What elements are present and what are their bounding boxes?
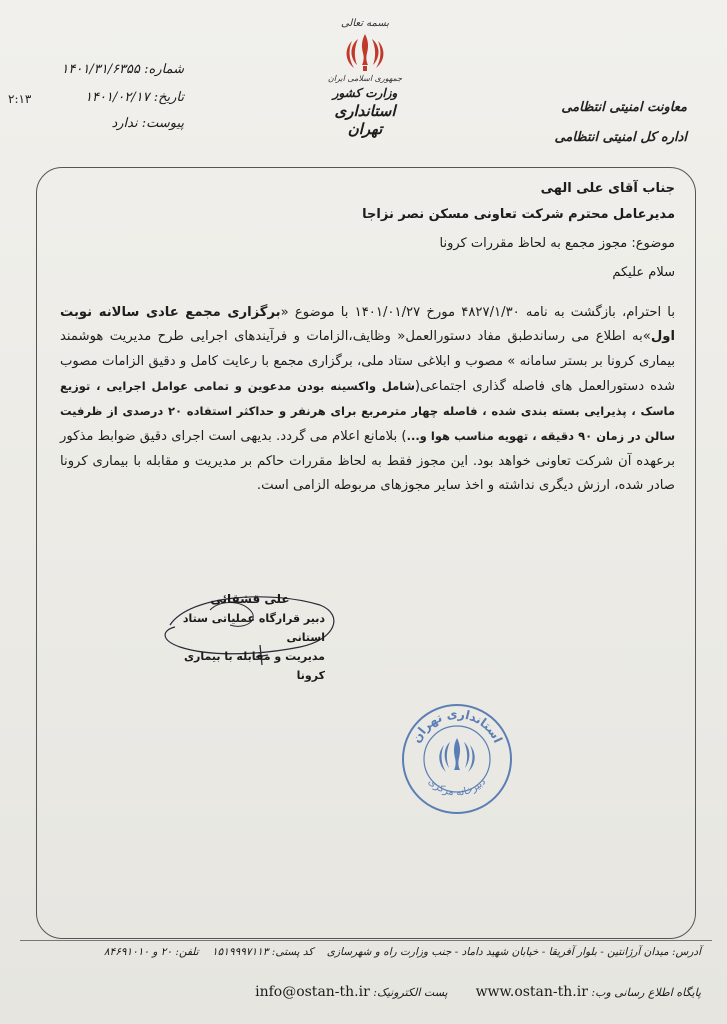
ostandari-label: استانداری تهران: [334, 102, 396, 138]
postal-label: کد پستی:: [271, 946, 314, 958]
portal-label: پایگاه اطلاع رسانی وب:: [591, 986, 701, 999]
letter-number: [61, 62, 184, 77]
signature-block: [175, 590, 325, 685]
letterhead-emblem-block: [320, 18, 410, 138]
signatory-title-1: دبیر قرارگاه عملیاتی ستاد استانی: [182, 612, 325, 644]
basmala: بسمه تعالی: [340, 18, 390, 29]
email-label: پست الکترونیک:: [373, 986, 448, 999]
attach-label: پیوست:: [141, 116, 184, 131]
subject-label: موضوع:: [631, 236, 675, 251]
addressee-title: مدیرعامل محترم شرکت تعاونی مسکن نصر نزاجا: [362, 207, 675, 222]
signatory-title-2: مدیریت و مقابله با بیماری کرونا: [183, 650, 325, 682]
address-value: میدان آرژانتین - بلوار آفریقا - خیابان شهید داماد - جنب وزارت راه و شهرسازی: [326, 946, 669, 958]
footer-web-line: [21, 984, 701, 1000]
postal-value: ۱۵۱۹۹۹۷۱۱۳: [212, 946, 269, 958]
phone-value: ۲۰ و ۸۴۶۹۱۰۱۰: [103, 946, 173, 958]
subject-value: مجوز مجمع به لحاظ مقررات کرونا: [439, 236, 628, 251]
website-link[interactable]: www.ostan-th.ir: [475, 984, 588, 1000]
attach-value: ندارد: [111, 116, 138, 131]
addressee-name: جناب آقای علی الهی: [540, 181, 675, 196]
number-value: ۱۴۰۱/۳۱/۶۳۵۵: [61, 62, 141, 77]
time-note: ۲:۱۳: [8, 92, 32, 106]
date-value: ۱۴۰۱/۰۲/۱۷: [84, 90, 150, 105]
stamp-outer-text: استانداری تهران: [409, 706, 506, 746]
official-stamp-icon: [398, 700, 516, 818]
letter-attachment: [111, 116, 184, 131]
iran-emblem-icon: [342, 31, 388, 73]
dept-line-2: اداره کل امنیتی انتظامی: [554, 130, 687, 145]
email-link[interactable]: info@ostan-th.ir: [255, 984, 370, 1000]
ministry-label: وزارت کشور: [332, 86, 398, 100]
footer-divider: [20, 940, 712, 941]
letter-frame: [36, 167, 696, 939]
body-part-3: ) بلامانع اعلام می گردد. بدیهی است اجرای دقیق ضوابط مذکور برعهده آن شرکت تعاونی خواهد بود. این مجوز فقط به لحاظ مقررات حاکم بر مدیریت و مقابله با بیماری کرونا صادر شده، ارزش دیگری نداشته و اخذ سایر مجوزهای مربوطه الزامی است.: [60, 429, 675, 494]
letter-body: [60, 301, 675, 498]
body-part-1: با احترام، بازگشت به نامه ۴۸۲۷/۱/۳۰ مورخ ۱۴۰۱/۰۱/۲۷ با موضوع «: [280, 305, 675, 320]
dept-line-1: معاونت امنیتی انتظامی: [561, 100, 687, 115]
svg-text:دبیرخانه مرکزی: [426, 776, 488, 798]
phone-label: تلفن:: [175, 946, 199, 958]
number-label: شماره:: [144, 62, 184, 77]
meeting-title: برگزاری مجمع عادی سالانه نوبت اول: [60, 305, 675, 345]
stamp-inner-text: دبیرخانه مرکزی: [425, 776, 489, 799]
republic-label: جمهوری اسلامی ایران: [327, 74, 403, 83]
body-part-2: »به اطلاع می رساندطبق مفاد دستورالعمل« وظایف،الزامات و فرآیندهای اجرایی طرح مدیریت هوشمند بیماری کرونا بر بستر سامانه » مصوب و ابلاغی ستاد ملی، برگزاری مجمع با رعایت کامل و دقیق الزامات مصوب شده دستورالعمل های فاصله گذاری اجتماعی(: [60, 329, 675, 394]
greeting: سلام علیکم: [612, 265, 675, 280]
body-conditions: شامل واکسینه بودن مدعوین و تمامی عوامل اجرایی ، توزیع ماسک ، پذیرایی بسته بندی شده ، فاصله چهار مترمربع برای هرنفر و حداکثر استفاده ۲۰ درصدی از ظرفیت سالن در زمان ۹۰ دقیقه ، تهویه مناسب هوا و...: [60, 378, 676, 444]
signatory-name: علی قشقائی: [210, 592, 290, 606]
address-label: آدرس:: [671, 946, 701, 958]
letter-date: [85, 90, 184, 105]
date-label: تاریخ:: [153, 90, 184, 105]
subject-line: [75, 236, 675, 251]
footer-address-line: [21, 946, 701, 958]
